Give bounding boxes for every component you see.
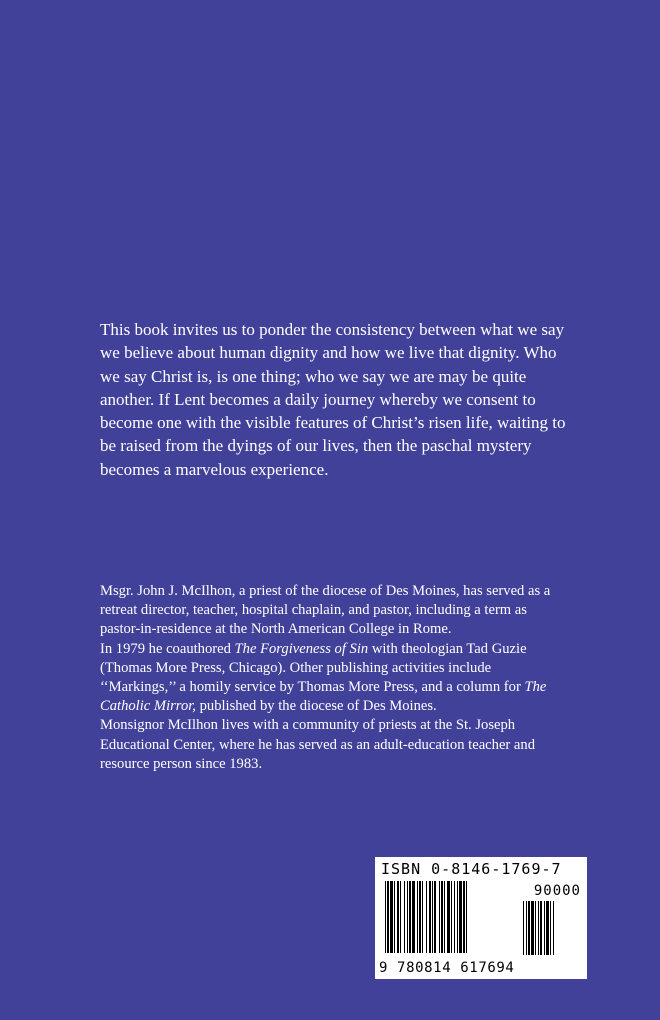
back-cover-blurb — [100, 318, 570, 481]
bio-p2-part-b: with theologian Tad Guzie (Thomas More Press, Chicago). Other publishing activities include ‘‘Markings,’’ a homily service by Thomas More Press, and a column for — [100, 640, 527, 696]
bio-paragraph-1: Msgr. John J. McIlhon, a priest of the diocese of Des Moines, has served as a retreat director, teacher, hospital chaplain, and pastor, including a term as pastor-in-residence at the North American College in Rome. — [100, 583, 551, 638]
author-bio — [100, 582, 570, 774]
bio-p2-part-c: published by the diocese of Des Moines. — [195, 698, 437, 715]
price-code: 90000 — [533, 883, 581, 899]
isbn-number: ISBN 0-8146-1769-7 — [381, 860, 562, 878]
column-title-catholic-mirror: The Catholic Mirror, — [100, 679, 547, 715]
bio-p2-part-a: In 1979 he coauthored — [100, 640, 235, 657]
bio-paragraph-3: Monsignor McIlhon lives with a community of priests at the St. Joseph Educational Center, where he has served as an adult-education teacher and resource person since 1983. — [100, 717, 536, 772]
book-title-forgiveness: The Forgiveness of Sin — [234, 640, 369, 657]
ean-number: 9 780814 617694 — [379, 960, 515, 976]
price-barcode-bars — [523, 901, 579, 955]
barcode-box — [375, 857, 587, 979]
bio-paragraph-2 — [100, 640, 570, 717]
blurb-text: This book invites us to ponder the consistency between what we say we believe about human dignity and how we live that dignity. Who we say Christ is, is one thing; who we say we are may be quite another. If Lent becomes a daily journey whereby we consent to become one with the visible features of Christ’s risen life, waiting to be raised from the dyings of our lives, then the paschal mystery becomes a marvelous experience. — [100, 320, 566, 479]
barcode-bars — [385, 881, 525, 953]
